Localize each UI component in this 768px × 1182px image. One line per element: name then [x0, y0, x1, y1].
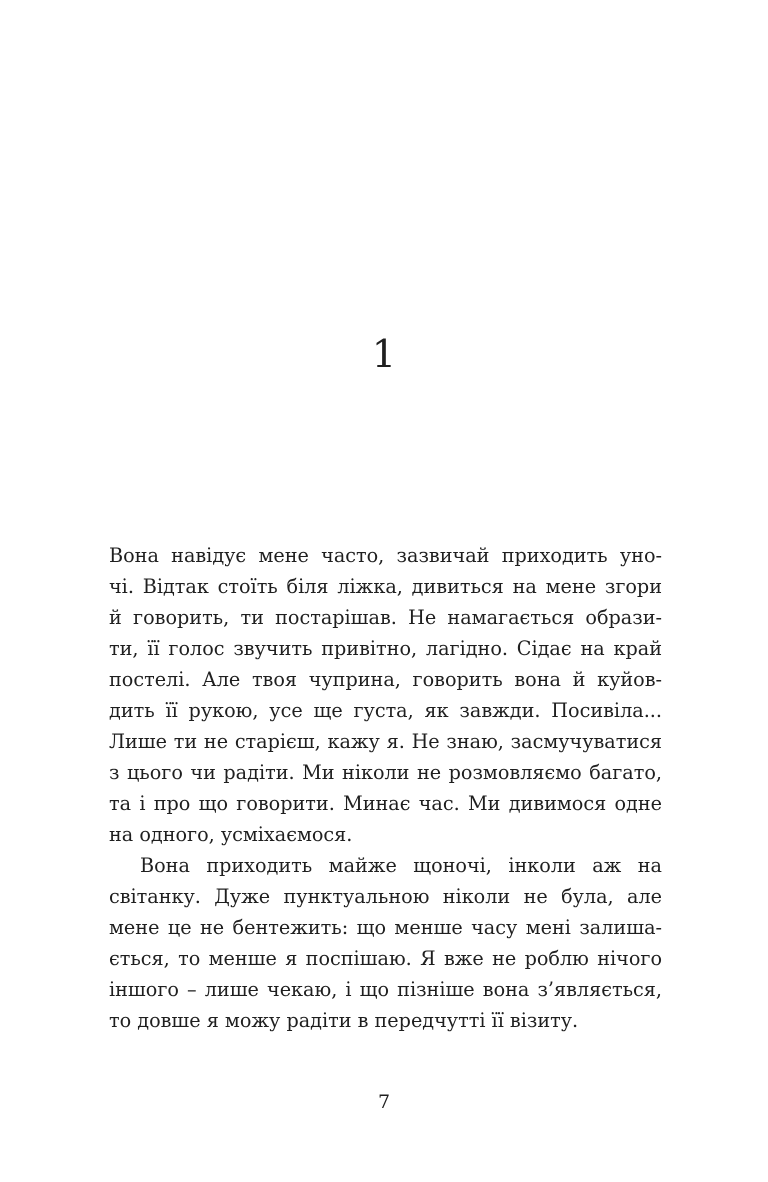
text-line: з цього чи радіти. Ми ніколи не розмовляємо багато,: [109, 761, 662, 784]
text-line: на одного, усміхаємося.: [109, 823, 353, 846]
text-line: то довше я можу радіти в передчутті її візиту.: [109, 1009, 579, 1032]
text-line: та і про що говорити. Минає час. Ми дивимося одне: [109, 792, 662, 815]
text-line: Вона навідує мене часто, зазвичай приходить уно-: [109, 544, 662, 567]
paragraph-2: [109, 850, 662, 1036]
text-line: Вона приходить майже щоночі, інколи аж на: [140, 854, 662, 877]
text-line: ти, її голос звучить привітно, лагідно. Сідає на край: [109, 637, 662, 660]
chapter-number: 1: [371, 332, 397, 376]
text-line: чі. Відтак стоїть біля ліжка, дивиться на мене згори: [109, 575, 662, 598]
text-line: ється, то менше я поспішаю. Я вже не роблю нічого: [109, 947, 662, 970]
body-text: [109, 540, 662, 1036]
paragraph-1: [109, 540, 662, 850]
text-line: постелі. Але твоя чуприна, говорить вона й куйов-: [109, 668, 662, 691]
page-number: 7: [377, 1091, 391, 1113]
text-line: й говорить, ти постарішав. Не намагається образи-: [109, 606, 662, 629]
text-line: іншого – лише чекаю, і що пізніше вона з’являється,: [109, 978, 662, 1001]
text-line: Лише ти не старієш, кажу я. Не знаю, засмучуватися: [109, 730, 662, 753]
text-line: світанку. Дуже пунктуальною ніколи не була, але: [109, 885, 662, 908]
text-line: мене це не бентежить: що менше часу мені залиша-: [109, 916, 662, 939]
text-line: дить її рукою, усе ще густа, як завжди. Посивіла...: [109, 699, 662, 722]
